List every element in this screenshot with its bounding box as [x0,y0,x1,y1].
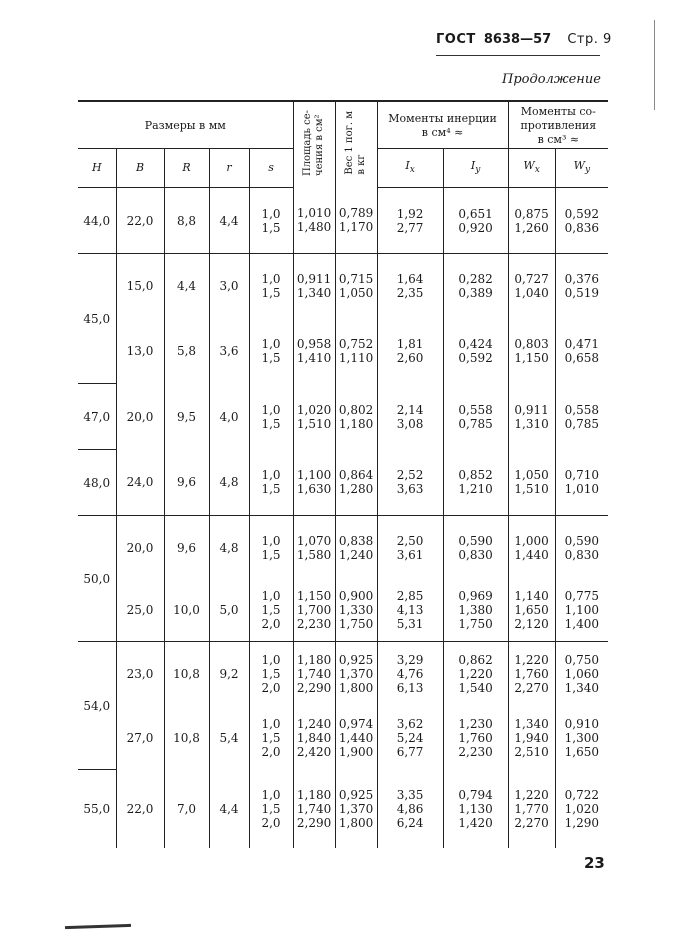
header-r: r [209,149,249,188]
cell-r: 4,0 [209,384,249,450]
cell-Wy: 0,710 1,010 [555,450,608,516]
table-row [78,254,608,318]
page-header [436,32,612,47]
cell-G: 0,974 1,440 1,900 [335,706,377,770]
table-row [78,450,608,516]
cell-Wx: 1,050 1,510 [508,450,555,516]
cell-r: 5,4 [209,706,249,770]
cell-Ix: 2,85 4,13 5,31 [377,580,443,642]
cell-F: 1,150 1,700 2,230 [293,580,335,642]
cell-H: 48,0 [78,450,116,516]
cell-Wx: 1,220 1,770 2,270 [508,770,555,848]
header-inertia-group: Моменты инерции в см⁴ ≈ [377,101,508,149]
margin-mark [654,20,655,110]
header-s: s [249,149,293,188]
cell-G: 0,864 1,280 [335,450,377,516]
cell-Iy: 0,558 0,785 [443,384,508,450]
cell-s: 1,0 1,5 [249,188,293,254]
cell-Ix: 2,14 3,08 [377,384,443,450]
cell-B: 20,0 [116,384,164,450]
cell-G: 0,802 1,180 [335,384,377,450]
cell-B: 22,0 [116,188,164,254]
cell-r: 4,8 [209,516,249,580]
cell-F: 1,100 1,630 [293,450,335,516]
header-Ix: $I_x$ [377,149,443,188]
standard-number: 8638—57 [483,32,552,47]
cell-s: 1,0 1,5 [249,450,293,516]
cell-Wx: 0,727 1,040 [508,254,555,318]
cell-H: 54,0 [78,642,116,770]
cell-s: 1,0 1,5 2,0 [249,580,293,642]
cell-F: 1,180 1,740 2,290 [293,642,335,706]
cell-F: 1,020 1,510 [293,384,335,450]
cell-s: 1,0 1,5 2,0 [249,642,293,706]
cell-r: 4,4 [209,188,249,254]
cell-Ix: 1,81 2,60 [377,318,443,384]
cell-B: 25,0 [116,580,164,642]
cell-B: 13,0 [116,318,164,384]
table-row [78,642,608,706]
table-row [78,580,608,642]
cell-Iy: 0,424 0,592 [443,318,508,384]
cell-B: 23,0 [116,642,164,706]
cell-G: 0,838 1,240 [335,516,377,580]
page-label: Стр. 9 [567,32,612,47]
cell-s: 1,0 1,5 [249,516,293,580]
header-H: H [78,149,116,188]
cell-Wy: 0,471 0,658 [555,318,608,384]
cell-G: 0,900 1,330 1,750 [335,580,377,642]
cell-B: 15,0 [116,254,164,318]
cell-Ix: 3,62 5,24 6,77 [377,706,443,770]
cell-Iy: 0,794 1,130 1,420 [443,770,508,848]
cell-Iy: 0,651 0,920 [443,188,508,254]
cell-Ix: 1,92 2,77 [377,188,443,254]
cell-B: 20,0 [116,516,164,580]
cell-Wx: 1,000 1,440 [508,516,555,580]
table-row [78,516,608,580]
cell-F: 0,958 1,410 [293,318,335,384]
cell-Iy: 0,282 0,389 [443,254,508,318]
cell-Ix: 1,64 2,35 [377,254,443,318]
cell-Wx: 0,875 1,260 [508,188,555,254]
cell-Wy: 0,558 0,785 [555,384,608,450]
cell-Wy: 0,910 1,300 1,650 [555,706,608,770]
cell-F: 1,010 1,480 [293,188,335,254]
header-dims-group: Размеры в мм [78,101,293,149]
cell-R: 7,0 [164,770,209,848]
cell-F: 0,911 1,340 [293,254,335,318]
cell-Iy: 0,590 0,830 [443,516,508,580]
cell-G: 0,752 1,110 [335,318,377,384]
cell-r: 9,2 [209,642,249,706]
cell-Ix: 2,52 3,63 [377,450,443,516]
header-R: R [164,149,209,188]
cell-R: 9,6 [164,516,209,580]
cell-Wy: 0,750 1,060 1,340 [555,642,608,706]
table-row [78,384,608,450]
header-Iy: $I_y$ [443,149,508,188]
page-number: 23 [584,854,605,872]
cell-R: 10,0 [164,580,209,642]
cell-B: 24,0 [116,450,164,516]
cell-G: 0,925 1,370 1,800 [335,642,377,706]
cell-Iy: 0,852 1,210 [443,450,508,516]
cell-r: 3,6 [209,318,249,384]
cell-B: 27,0 [116,706,164,770]
cell-G: 0,715 1,050 [335,254,377,318]
cell-s: 1,0 1,5 2,0 [249,706,293,770]
dimensions-table [78,100,608,848]
cell-F: 1,070 1,580 [293,516,335,580]
cell-Wy: 0,722 1,020 1,290 [555,770,608,848]
cell-G: 0,789 1,170 [335,188,377,254]
cell-H: 55,0 [78,770,116,848]
cell-H: 50,0 [78,516,116,642]
cell-F: 1,180 1,740 2,290 [293,770,335,848]
table-row [78,188,608,254]
cell-r: 4,4 [209,770,249,848]
cell-R: 8,8 [164,188,209,254]
header-rule [436,55,600,56]
cell-Wy: 0,376 0,519 [555,254,608,318]
cell-Wx: 0,911 1,310 [508,384,555,450]
cell-R: 4,4 [164,254,209,318]
table-row [78,770,608,848]
cell-Wx: 0,803 1,150 [508,318,555,384]
cell-r: 4,8 [209,450,249,516]
cell-Wx: 1,220 1,760 2,270 [508,642,555,706]
cell-G: 0,925 1,370 1,800 [335,770,377,848]
cell-R: 10,8 [164,642,209,706]
cell-Wy: 0,590 0,830 [555,516,608,580]
cell-H: 45,0 [78,254,116,384]
cell-s: 1,0 1,5 [249,318,293,384]
cell-s: 1,0 1,5 [249,254,293,318]
cell-Iy: 1,230 1,760 2,230 [443,706,508,770]
bottom-mark [65,924,131,929]
cell-Wx: 1,140 1,650 2,120 [508,580,555,642]
header-area: Площадь се- чения в см² [293,101,335,188]
cell-H: 47,0 [78,384,116,450]
cell-H: 44,0 [78,188,116,254]
header-weight: Вес 1 пог. м в кг [335,101,377,188]
table-row [78,706,608,770]
cell-R: 9,6 [164,450,209,516]
cell-Wy: 0,775 1,100 1,400 [555,580,608,642]
header-resistance-group: Моменты со- противления в см³ ≈ [508,101,608,149]
cell-F: 1,240 1,840 2,420 [293,706,335,770]
cell-Ix: 3,29 4,76 6,13 [377,642,443,706]
header-B: B [116,149,164,188]
cell-R: 5,8 [164,318,209,384]
cell-Iy: 0,862 1,220 1,540 [443,642,508,706]
table-row [78,318,608,384]
cell-Ix: 3,35 4,86 6,24 [377,770,443,848]
cell-r: 5,0 [209,580,249,642]
cell-Wx: 1,340 1,940 2,510 [508,706,555,770]
cell-r: 3,0 [209,254,249,318]
cell-Wy: 0,592 0,836 [555,188,608,254]
cell-Iy: 0,969 1,380 1,750 [443,580,508,642]
continuation-label: Продолжение [502,72,601,87]
cell-s: 1,0 1,5 2,0 [249,770,293,848]
standard-label: ГОСТ [436,32,476,47]
cell-R: 9,5 [164,384,209,450]
cell-Ix: 2,50 3,61 [377,516,443,580]
cell-s: 1,0 1,5 [249,384,293,450]
header-Wx: $W_x$ [508,149,555,188]
cell-R: 10,8 [164,706,209,770]
cell-B: 22,0 [116,770,164,848]
header-Wy: $W_y$ [555,149,608,188]
